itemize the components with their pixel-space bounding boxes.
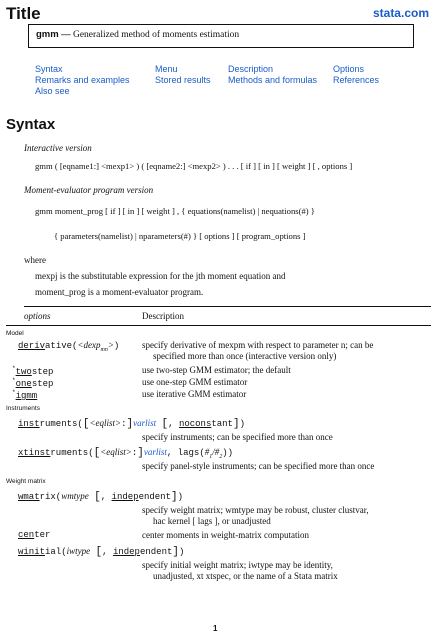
option-wmatrix[interactable]: wmatrix(wmtype [, independent])	[18, 491, 183, 503]
program-version-label: Moment-evaluator program version	[24, 185, 154, 195]
link-menu[interactable]: Menu	[155, 64, 178, 74]
link-stored-results[interactable]: Stored results	[155, 75, 211, 85]
option-derivative[interactable]: derivative(<dexp$_{mn}$>)	[18, 340, 120, 353]
link-syntax[interactable]: Syntax	[35, 64, 63, 74]
wmatrix-desc-1: specify weight matrix; wmtype may be robust, cluster clustvar,	[142, 505, 369, 515]
brand-link[interactable]: stata.com	[372, 6, 429, 20]
program-syntax-line-1: gmm moment_prog [ if ] [ in ] [ weight ] , { equations(namelist) | nequations(#) }	[35, 206, 315, 216]
where-label: where	[24, 255, 46, 265]
option-onestep[interactable]: *onestep	[12, 377, 54, 389]
link-references[interactable]: References	[333, 75, 380, 85]
derivative-desc-2: specified more than once (interactive version only)	[153, 351, 337, 361]
winitial-desc-1: specify initial weight matrix; iwtype may be identity,	[142, 560, 333, 570]
link-also-see[interactable]: Also see	[35, 86, 70, 96]
group-model: Model	[6, 330, 24, 337]
winitial-desc-2: unadjusted, xt xtspec, or the name of a Stata matrix	[153, 571, 338, 581]
program-syntax-line-2: { parameters(namelist) | nparameters(#) } [ options ] [ program_options ]	[54, 231, 306, 241]
where-moment-prog: moment_prog is a moment-evaluator program.	[35, 287, 204, 297]
table-top-rule	[24, 306, 431, 307]
center-desc: center moments in weight-matrix computation	[142, 530, 309, 540]
link-methods[interactable]: Methods and formulas	[228, 75, 318, 85]
wmatrix-desc-2: hac kernel [ lags ], or unadjusted	[153, 516, 271, 526]
instruments-desc: specify instruments; can be specified more than once	[142, 432, 333, 442]
command-title-box	[28, 24, 414, 48]
link-description[interactable]: Description	[228, 64, 274, 74]
syntax-heading: Syntax	[6, 116, 56, 133]
option-xtinstruments[interactable]: xtinstruments([<eqlist>:]varlist, $lags(\#_1/\#_2)$)	[18, 447, 234, 460]
table-header-rule	[6, 325, 431, 326]
xtinstruments-desc: specify panel-style instruments; can be specified more than once	[142, 461, 375, 471]
page-number: 1	[213, 624, 218, 633]
command-name: gmm	[36, 29, 59, 40]
group-weight-matrix: Weight matrix	[6, 478, 46, 485]
interactive-syntax-line: gmm ( [eqname1:] <mexp1> ) ( [eqname2:] <mexp2> ) . . . [ if ] [ in ] [ weight ] [ , options ]	[35, 161, 353, 171]
option-center[interactable]: center	[18, 530, 51, 540]
command-description: Generalized method of moments estimation	[72, 30, 240, 40]
option-igmm[interactable]: *igmm	[12, 389, 38, 401]
col-header-options: options	[24, 311, 51, 321]
page-title: Title	[6, 4, 41, 23]
option-winitial[interactable]: winitial(iwtype [, independent])	[18, 546, 185, 558]
twostep-desc: use two-step GMM estimator; the default	[142, 365, 291, 375]
link-remarks[interactable]: Remarks and examples	[35, 75, 130, 85]
col-header-description: Description	[142, 311, 184, 321]
interactive-version-label: Interactive version	[24, 143, 92, 153]
option-twostep[interactable]: *twostep	[12, 365, 54, 377]
link-options[interactable]: Options	[333, 64, 365, 74]
option-instruments[interactable]: instruments([<eqlist>:]varlist [, noconstant])	[18, 418, 245, 430]
onestep-desc: use one-step GMM estimator	[142, 377, 248, 387]
where-mexp: mexpj is the substitutable expression for the jth moment equation and	[35, 271, 286, 281]
group-instruments: Instruments	[6, 405, 40, 412]
derivative-desc-1: specify derivative of mexpm with respect to parameter n; can be	[142, 340, 374, 350]
igmm-desc: use iterative GMM estimator	[142, 389, 247, 399]
title-dash: —	[61, 30, 71, 40]
